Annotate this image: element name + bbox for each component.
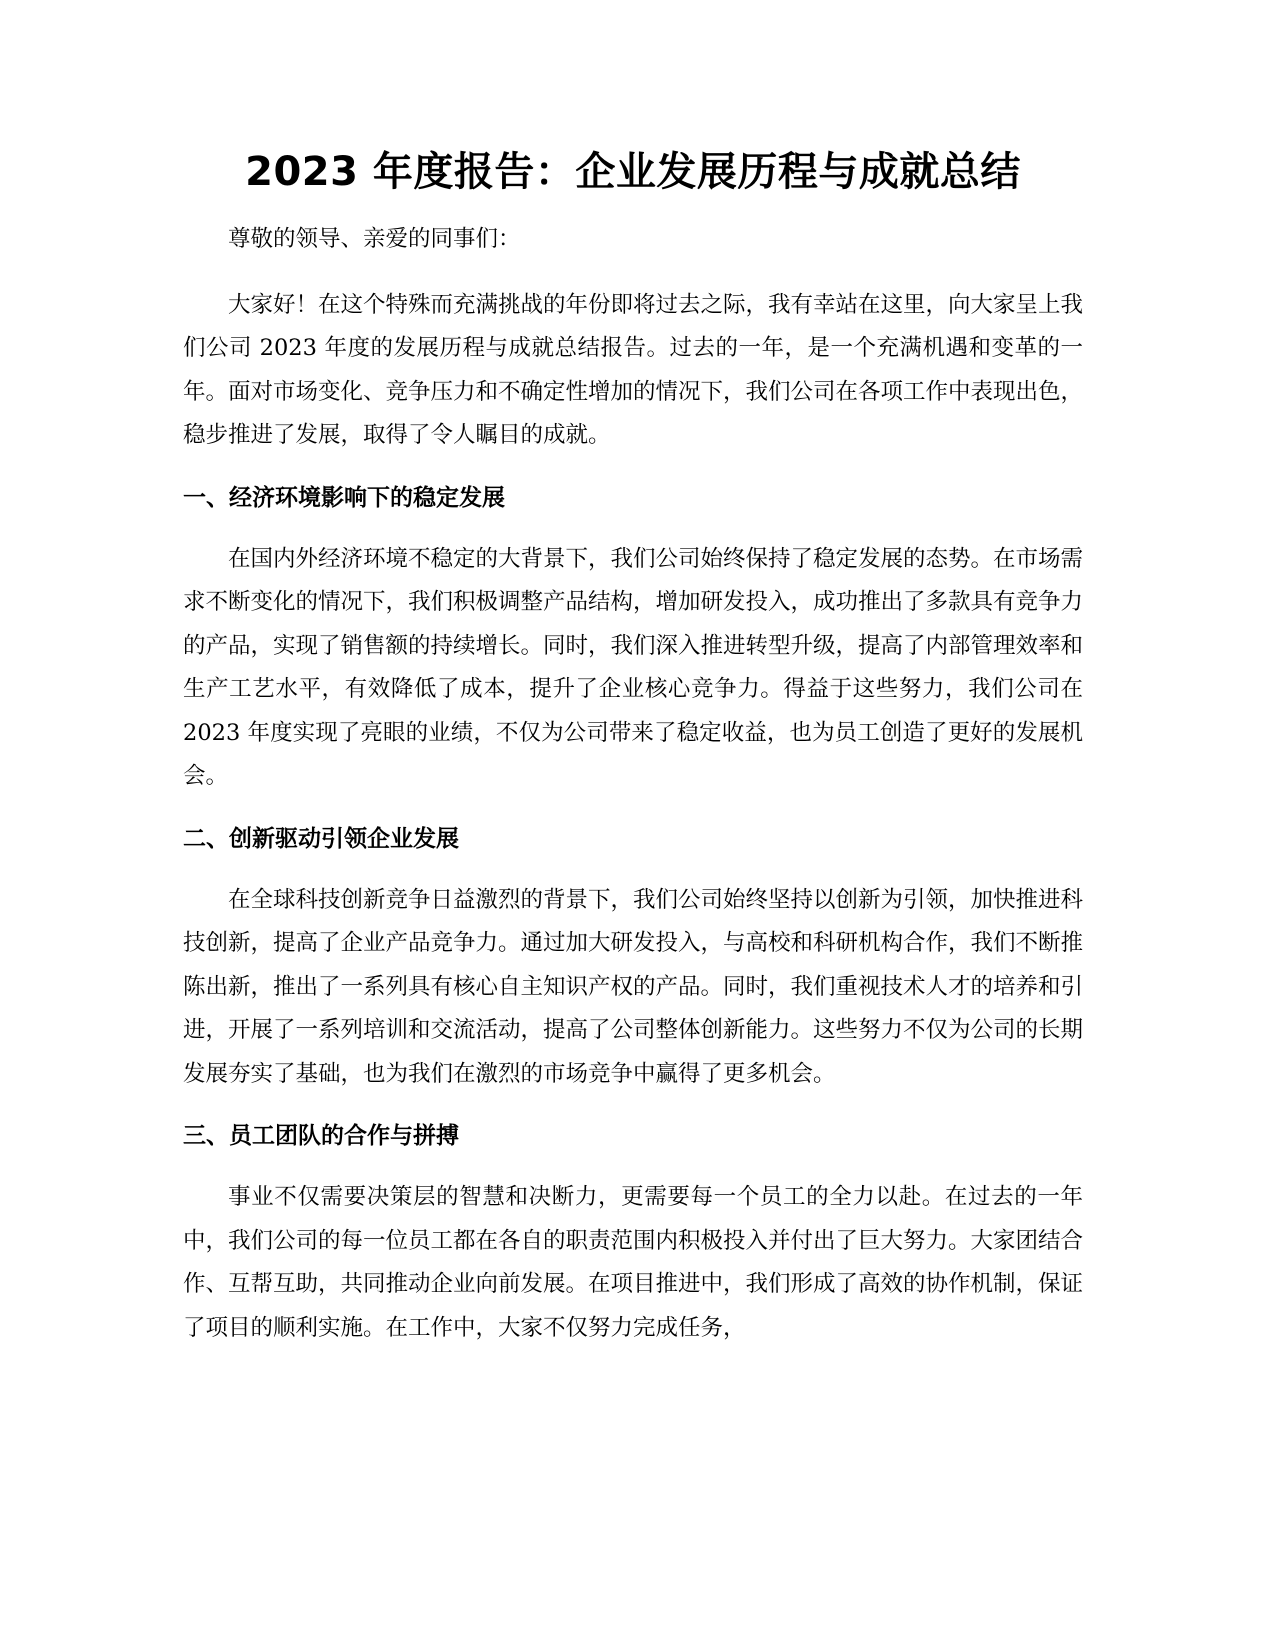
section-heading-2: 二、创新驱动引领企业发展 bbox=[183, 825, 459, 852]
document-title: 2023 年度报告：企业发展历程与成就总结 bbox=[245, 149, 1021, 195]
section-body-1: 在国内外经济环境不稳定的大背景下，我们公司始终保持了稳定发展的态势。在市场需求不断变化的情况下，我们积极调整产品结构，增加研发投入，成功推出了多款具有竞争力的产品，实现了销售额的持续增长。同时，我们深入推进转型升级，提高了内部管理效率和生产工艺水平，有效降低了成本，提升了企业核心竞争力。得益于这些努力，我们公司在 2023 年度实现了亮眼的业绩，不仅为公司带来了稳定收益，也为员工创造了更好的发展机会。 bbox=[183, 545, 1084, 789]
intro-paragraph: 大家好！在这个特殊而充满挑战的年份即将过去之际，我有幸站在这里，向大家呈上我们公司 2023 年度的发展历程与成就总结报告。过去的一年，是一个充满机遇和变革的一年。面对市场变化、竞争压力和不确定性增加的情况下，我们公司在各项工作中表现出色，稳步推进了发展，取得了令人瞩目的成就。 bbox=[183, 291, 1084, 448]
document-page bbox=[183, 140, 1083, 1372]
salutation-paragraph: 尊敬的领导、亲爱的同事们： bbox=[228, 226, 521, 252]
section-body-3: 事业不仅需要决策层的智慧和决断力，更需要每一个员工的全力以赴。在过去的一年中，我们公司的每一位员工都在各自的职责范围内积极投入并付出了巨大努力。大家团结合作、互帮互助，共同推动企业向前发展。在项目推进中，我们形成了高效的协作机制，保证了项目的顺利实施。在工作中，大家不仅努力完成任务， bbox=[183, 1184, 1084, 1341]
section-heading-1: 一、经济环境影响下的稳定发展 bbox=[183, 484, 505, 511]
section-heading-3: 三、员工团队的合作与拼搏 bbox=[183, 1123, 459, 1149]
section-body-2: 在全球科技创新竞争日益激烈的背景下，我们公司始终坚持以创新为引领，加快推进科技创新，提高了企业产品竞争力。通过加大研发投入，与高校和科研机构合作，我们不断推陈出新，推出了一系列具有核心自主知识产权的产品。同时，我们重视技术人才的培养和引进，开展了一系列培训和交流活动，提高了公司整体创新能力。这些努力不仅为公司的长期发展夯实了基础，也为我们在激烈的市场竞争中赢得了更多机会。 bbox=[183, 886, 1084, 1087]
